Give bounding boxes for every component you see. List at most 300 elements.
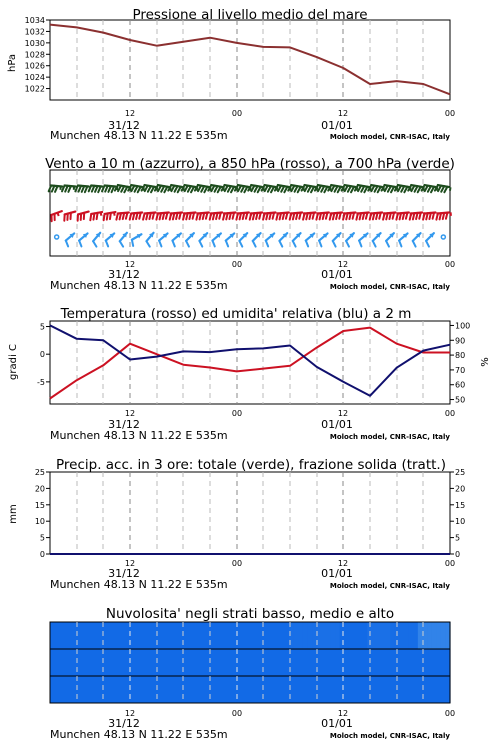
y-tick-label: 0	[455, 550, 461, 559]
wind-barb	[49, 186, 62, 192]
cloud-cell	[386, 649, 391, 676]
cloud-cell	[441, 676, 446, 703]
pressure-panel	[7, 7, 455, 142]
cloud-cell	[294, 649, 299, 676]
cloud-cell	[87, 649, 92, 676]
cloud-cell	[211, 649, 216, 676]
cloud-cell	[248, 676, 253, 703]
cloud-cell	[78, 622, 83, 649]
cloud-cell	[427, 676, 432, 703]
y-tick-label: 60	[455, 380, 466, 390]
cloud-cell	[413, 676, 418, 703]
cloud-cell	[358, 622, 363, 649]
wind-barb	[130, 213, 142, 220]
wind-barb	[210, 212, 225, 219]
wind-barb	[410, 212, 425, 219]
x-tick-label: 12	[124, 409, 136, 418]
x-tick-label: 00	[444, 559, 456, 568]
wind-barb	[78, 212, 89, 221]
y-tick-label: 80	[455, 351, 466, 361]
wind-xticks	[125, 260, 455, 269]
wind-barb	[143, 212, 158, 219]
cloud-cell	[110, 676, 115, 703]
cloud-cell	[372, 622, 377, 649]
y-tick-label: 70	[455, 365, 466, 375]
cloud-cell	[128, 622, 133, 649]
cloud-cell	[312, 676, 317, 703]
cloud-cell	[381, 676, 386, 703]
cloud-cell	[174, 676, 179, 703]
wind-barb	[106, 233, 114, 246]
wind-barb	[346, 233, 354, 246]
y-tick-label: 5	[455, 533, 461, 543]
cloud-cell	[432, 622, 437, 649]
pressure-series	[50, 25, 450, 95]
x-tick-label: 12	[337, 409, 349, 418]
cloud-cell	[344, 622, 349, 649]
cloud-cell	[188, 622, 193, 649]
cloud-cell	[220, 622, 225, 649]
cloud-cell	[96, 676, 101, 703]
cloud-cell	[170, 622, 175, 649]
cloud-cell	[124, 649, 129, 676]
cloud-cell	[252, 622, 257, 649]
wind-barb	[396, 212, 411, 219]
cloud-cell	[298, 622, 303, 649]
precipitation-title: Precip. acc. in 3 ore: totale (verde), frazione solida (tratt.)	[56, 457, 446, 473]
cloud-cell	[427, 622, 432, 649]
cloud-cell	[170, 676, 175, 703]
pressure-grid	[77, 20, 423, 100]
x-tick-label: 12	[337, 559, 349, 568]
wind-barb	[303, 212, 318, 219]
y-tick-label: 15	[455, 500, 466, 510]
cloud-cell	[151, 649, 156, 676]
model-label: Moloch model, CNR-ISAC, Italy	[329, 433, 450, 441]
wind-barb	[120, 233, 127, 247]
cloud-cell	[78, 676, 83, 703]
y-tick-label: 1030	[24, 38, 45, 48]
cloud-cell	[55, 622, 60, 649]
cloud-cell	[128, 649, 133, 676]
cloud-cell	[418, 649, 423, 676]
wind-barb	[293, 233, 301, 246]
cloud-cell	[142, 649, 147, 676]
cloud-cell	[105, 676, 110, 703]
cloud-cell	[390, 649, 395, 676]
precipitation-frame	[50, 472, 450, 554]
cloud-cell	[91, 622, 96, 649]
wind-barb	[64, 212, 75, 221]
date-label: 31/12	[108, 418, 140, 431]
y-tick-label: 50	[455, 395, 466, 405]
wind-barb	[343, 212, 358, 219]
cloud-cell	[418, 676, 423, 703]
cloud-cell	[211, 676, 216, 703]
cloud-cell	[50, 622, 55, 649]
date-label: 31/12	[108, 717, 140, 730]
cloud-cell	[202, 622, 207, 649]
wind-barb	[79, 233, 87, 246]
cloud-cell	[165, 676, 170, 703]
precipitation-panel	[8, 457, 465, 591]
wind-barb	[156, 212, 171, 219]
cloud-cell	[390, 622, 395, 649]
y-tick-label: 0	[39, 550, 45, 559]
wind-barb	[423, 212, 438, 219]
precipitation-yticks	[35, 468, 50, 559]
cloud-cell	[128, 676, 133, 703]
cloud-cell	[68, 676, 73, 703]
cloud-cell	[363, 622, 368, 649]
cloud-cell	[344, 676, 349, 703]
wind-barb	[236, 212, 251, 219]
cloud-cell	[96, 649, 101, 676]
cloud-cell	[376, 649, 381, 676]
model-label: Moloch model, CNR-ISAC, Italy	[329, 283, 450, 291]
cloud-cell	[124, 676, 129, 703]
date-label: 01/01	[321, 418, 353, 431]
y-tick-label: -5	[37, 377, 45, 387]
cloud-cell	[386, 622, 391, 649]
cloud-cell	[133, 649, 138, 676]
temperature-frame	[50, 321, 450, 404]
cloud-cell	[68, 622, 73, 649]
cloud-cell	[284, 622, 289, 649]
cloud-cell	[280, 676, 285, 703]
cloud-cell	[206, 676, 211, 703]
cloud-cells	[50, 622, 451, 703]
wind-barb	[186, 233, 194, 246]
cloud-cell	[137, 676, 142, 703]
humidity-ylabel: %	[480, 357, 491, 367]
wind-panel	[45, 156, 455, 292]
cloud-cell	[142, 622, 147, 649]
y-tick-label: 10	[34, 517, 45, 527]
cloud-cell	[353, 676, 358, 703]
cloud-cell	[321, 649, 326, 676]
cloud-cell	[193, 622, 198, 649]
wind-barb	[159, 233, 167, 246]
cloud-cell	[404, 649, 409, 676]
cloud-cell	[216, 676, 221, 703]
cloud-cell	[55, 649, 60, 676]
cloud-cell	[91, 649, 96, 676]
cloud-cell	[165, 649, 170, 676]
wind-barb	[290, 212, 305, 219]
wind-barb	[89, 186, 102, 193]
cloud-cell	[229, 649, 234, 676]
y-tick-label: 25	[455, 468, 466, 477]
cloud-cell	[312, 622, 317, 649]
wind-barb	[172, 233, 180, 246]
cloud-cell	[119, 649, 124, 676]
cloud-cell	[280, 649, 285, 676]
temperature-title: Temperatura (rosso) ed umidita' relativa (blu) a 2 m	[60, 306, 412, 322]
cloud-cell	[188, 676, 193, 703]
cloud-cell	[68, 649, 73, 676]
cloud-cell	[133, 676, 138, 703]
pressure-title: Pressione al livello medio del mare	[132, 7, 368, 23]
cloud-cell	[321, 676, 326, 703]
cloud-cell	[59, 622, 64, 649]
cloud-xticks	[125, 709, 455, 718]
y-tick-label: 0	[39, 350, 45, 360]
temperature-line	[50, 328, 450, 399]
temperature-yticks	[37, 323, 50, 387]
model-label: Moloch model, CNR-ISAC, Italy	[329, 582, 450, 590]
y-tick-label: 1022	[24, 84, 45, 94]
cloud-cell	[257, 649, 262, 676]
wind-barb	[104, 212, 116, 220]
wind-barb	[250, 212, 265, 219]
cloud-cell	[358, 649, 363, 676]
wind-barb	[199, 233, 207, 246]
cloud-cell	[271, 622, 276, 649]
cloud-cell	[321, 622, 326, 649]
wind-barb	[426, 233, 434, 246]
cloud-cell	[239, 622, 244, 649]
cloud-cell	[87, 676, 92, 703]
cloud-cell	[151, 676, 156, 703]
cloud-cell	[340, 622, 345, 649]
cloud-cell	[64, 622, 69, 649]
cloud-cell	[349, 622, 354, 649]
cloud-cell	[229, 676, 234, 703]
wind-barb	[170, 212, 185, 219]
cloud-cell	[174, 622, 179, 649]
cloud-cell	[202, 649, 207, 676]
wind-barb	[55, 235, 59, 239]
wind-barb	[370, 212, 385, 219]
cloud-cell	[59, 649, 64, 676]
cloud-cell	[307, 622, 312, 649]
cloud-cell	[206, 649, 211, 676]
date-label: 31/12	[108, 268, 140, 281]
location-label: Munchen 48.13 N 11.22 E 535m	[50, 429, 228, 442]
x-tick-label: 00	[444, 409, 456, 418]
cloud-cell	[252, 676, 257, 703]
x-tick-label: 12	[337, 709, 349, 718]
cloud-cell	[372, 649, 377, 676]
y-tick-label: 1034	[24, 16, 45, 25]
cloud-title: Nuvolosita' negli strati basso, medio e alto	[105, 606, 395, 622]
cloud-cell	[252, 649, 257, 676]
cloud-cell	[376, 676, 381, 703]
cloud-cell	[303, 676, 308, 703]
cloud-cell	[193, 649, 198, 676]
cloud-cell	[335, 622, 340, 649]
wind-barb	[356, 212, 371, 219]
cloud-cell	[124, 622, 129, 649]
cloud-cell	[261, 622, 266, 649]
cloud-cell	[87, 622, 92, 649]
wind-barb	[441, 235, 445, 239]
x-tick-label: 00	[444, 260, 456, 269]
cloud-cell	[284, 676, 289, 703]
location-label: Munchen 48.13 N 11.22 E 535m	[50, 279, 228, 292]
cloud-cell	[436, 649, 441, 676]
pressure-xticks	[125, 109, 455, 118]
cloud-cell	[381, 649, 386, 676]
cloud-cell	[147, 622, 152, 649]
cloud-cell	[197, 676, 202, 703]
cloud-cell	[298, 649, 303, 676]
cloud-cell	[330, 676, 335, 703]
precipitation-yticks-right	[450, 468, 465, 559]
cloud-cell	[91, 676, 96, 703]
cloud-cell	[353, 622, 358, 649]
y-tick-label: 1026	[24, 61, 45, 71]
cloud-cell	[202, 676, 207, 703]
cloud-cell	[216, 649, 221, 676]
y-tick-label: 10	[455, 517, 466, 527]
date-label: 31/12	[108, 119, 140, 132]
model-label: Moloch model, CNR-ISAC, Italy	[329, 732, 450, 740]
cloud-cell	[349, 676, 354, 703]
cloud-cell	[225, 676, 230, 703]
cloud-cell	[358, 676, 363, 703]
cloud-panel	[50, 606, 455, 741]
pressure-frame	[50, 20, 450, 100]
wind-barb	[279, 233, 287, 246]
cloud-cell	[183, 622, 188, 649]
precipitation-grid	[77, 472, 423, 554]
wind-barb	[316, 212, 331, 219]
cloud-cell	[266, 649, 271, 676]
pressure-yticks	[25, 16, 50, 94]
cloud-cell	[165, 622, 170, 649]
cloud-cell	[82, 622, 87, 649]
cloud-cell	[225, 622, 230, 649]
cloud-cell	[114, 622, 119, 649]
humidity-yticks	[450, 321, 470, 404]
cloud-cell	[349, 649, 354, 676]
cloud-cell	[436, 622, 441, 649]
x-tick-label: 12	[124, 559, 136, 568]
cloud-cell	[64, 649, 69, 676]
cloud-cell	[257, 676, 262, 703]
y-tick-label: 1028	[24, 50, 45, 60]
cloud-cell	[363, 649, 368, 676]
cloud-cell	[441, 622, 446, 649]
y-tick-label: 25	[34, 468, 45, 477]
cloud-cell	[275, 676, 280, 703]
cloud-cell	[170, 649, 175, 676]
x-tick-label: 00	[231, 709, 243, 718]
cloud-cell	[243, 622, 248, 649]
wind-barb	[226, 233, 234, 246]
cloud-cell	[160, 622, 165, 649]
cloud-cell	[261, 676, 266, 703]
cloud-cell	[110, 649, 115, 676]
wind-title: Vento a 10 m (azzurro), a 850 hPa (rosso), a 700 hPa (verde)	[45, 156, 455, 172]
wind-barb	[62, 186, 75, 192]
cloud-cell	[413, 649, 418, 676]
cloud-cell	[50, 676, 55, 703]
pressure-line	[50, 25, 450, 95]
y-tick-label: 100	[455, 321, 471, 331]
wind-barb	[330, 212, 345, 219]
cloud-cell	[110, 622, 115, 649]
cloud-cell	[225, 649, 230, 676]
cloud-cell	[386, 676, 391, 703]
cloud-cell	[114, 676, 119, 703]
wind-barb	[399, 233, 407, 246]
cloud-cell	[239, 649, 244, 676]
cloud-cell	[266, 622, 271, 649]
cloud-cell	[193, 676, 198, 703]
x-tick-label: 00	[231, 260, 243, 269]
cloud-cell	[243, 676, 248, 703]
cloud-cell	[216, 622, 221, 649]
cloud-cell	[432, 649, 437, 676]
date-label: 01/01	[321, 567, 353, 580]
cloud-cell	[105, 649, 110, 676]
cloud-cell	[248, 622, 253, 649]
wind-barb	[263, 212, 278, 219]
cloud-cell	[160, 649, 165, 676]
cloud-cell	[381, 622, 386, 649]
cloud-cell	[266, 676, 271, 703]
wind-barb	[51, 211, 61, 221]
cloud-cell	[390, 676, 395, 703]
cloud-cell	[307, 649, 312, 676]
cloud-cell	[275, 649, 280, 676]
cloud-cell	[399, 649, 404, 676]
cloud-cell	[275, 622, 280, 649]
cloud-cell	[133, 622, 138, 649]
wind-barb	[253, 233, 261, 246]
cloud-cell	[335, 676, 340, 703]
wind-barb	[183, 212, 198, 219]
wind-barb	[212, 233, 220, 246]
cloud-cell	[229, 622, 234, 649]
cloud-cell	[344, 649, 349, 676]
wind-barb	[90, 212, 102, 220]
cloud-cell	[257, 622, 262, 649]
x-tick-label: 00	[444, 709, 456, 718]
wind-barb	[116, 213, 128, 220]
temperature-xticks	[125, 409, 455, 418]
cloud-cell	[298, 676, 303, 703]
y-tick-label: 5	[39, 533, 45, 543]
temperature-grid	[77, 321, 423, 404]
cloud-cell	[326, 676, 331, 703]
x-tick-label: 12	[337, 109, 349, 118]
cloud-cell	[59, 676, 64, 703]
date-label: 01/01	[321, 119, 353, 132]
cloud-cell	[183, 676, 188, 703]
cloud-cell	[294, 676, 299, 703]
cloud-cell	[326, 649, 331, 676]
wind-barb	[132, 234, 142, 246]
temperature-series	[50, 325, 450, 398]
wind-barb	[373, 233, 381, 246]
wind-barb	[146, 233, 153, 247]
wind-barb	[66, 233, 74, 246]
cloud-cell	[50, 649, 55, 676]
cloud-cell	[280, 622, 285, 649]
cloud-cell	[409, 649, 414, 676]
cloud-cell	[432, 676, 437, 703]
date-label: 01/01	[321, 268, 353, 281]
cloud-cell	[220, 676, 225, 703]
cloud-cell	[248, 649, 253, 676]
cloud-cell	[64, 676, 69, 703]
cloud-cell	[312, 649, 317, 676]
cloud-cell	[307, 676, 312, 703]
